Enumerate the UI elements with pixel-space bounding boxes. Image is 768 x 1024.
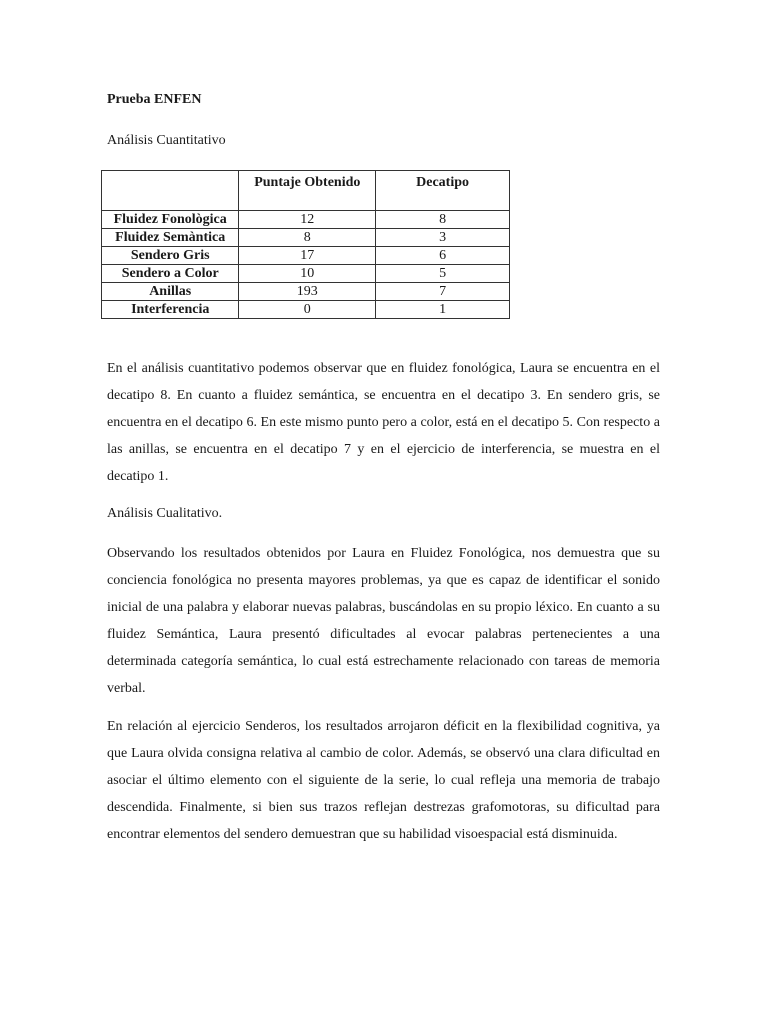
table-header-row [102,171,510,211]
row-label: Sendero Gris [102,247,239,265]
row-decatipo: 1 [376,301,510,319]
row-decatipo: 6 [376,247,510,265]
row-decatipo: 3 [376,229,510,247]
qualitative-heading: Análisis Cualitativo. [107,506,223,521]
row-decatipo: 5 [376,265,510,283]
quantitative-heading: Análisis Cuantitativo [107,133,226,148]
table-row [102,265,510,283]
row-label: Fluidez Fonològica [102,211,239,229]
table-row [102,247,510,265]
row-decatipo: 7 [376,283,510,301]
qualitative-paragraph-fluency: Observando los resultados obtenidos por Laura en Fluidez Fonológica, nos demuestra que su conciencia fonológica no presenta mayores problemas, ya que es capaz de identificar el sonido inicial de una palabra y elaborar nuevas palabras, buscándolas en su propio léxico. En cuanto a su fluidez Semántica, Laura presentó dificultades al evocar palabras pertenecientes a una determinada categoría semántica, lo cual está estrechamente relacionado con tareas de memoria verbal. [107,546,660,696]
row-label: Anillas [102,283,239,301]
qualitative-paragraph-senderos: En relación al ejercicio Senderos, los resultados arrojaron déficit en la flexibilidad cognitiva, ya que Laura olvida consigna relativa al cambio de color. Además, se observó una clara dificultad en asociar el último elemento con el siguiente de la serie, lo cual refleja una memoria de trabajo descendida. Finalmente, si bien sus trazos reflejan destrezas grafomotoras, su dificultad para encontrar elementos del sendero demuestran que su habilidad visoespacial está disminuida. [107,719,660,842]
row-decatipo: 8 [376,211,510,229]
row-score: 17 [239,247,376,265]
table-header-empty [102,171,239,211]
table-row [102,283,510,301]
row-score: 12 [239,211,376,229]
row-label: Fluidez Semàntica [102,229,239,247]
row-score: 193 [239,283,376,301]
table-row [102,229,510,247]
table-row [102,211,510,229]
quantitative-paragraph: En el análisis cuantitativo podemos observar que en fluidez fonológica, Laura se encuentra en el decatipo 8. En cuanto a fluidez semántica, se encuentra en el decatipo 3. En sendero gris, se encuentra en el decatipo 6. En este mismo punto pero a color, está en el decatipo 5. Con respecto a las anillas, se encuentra en el decatipo 7 y en el ejercicio de interferencia, se muestra en el decatipo 1. [107,361,660,484]
table-row [102,301,510,319]
row-score: 8 [239,229,376,247]
results-table [101,170,510,319]
row-score: 10 [239,265,376,283]
row-score: 0 [239,301,376,319]
row-label: Interferencia [102,301,239,319]
document-title: Prueba ENFEN [107,92,202,107]
table-header-decatipo: Decatipo [376,171,510,211]
row-label: Sendero a Color [102,265,239,283]
table-header-score: Puntaje Obtenido [239,171,376,211]
